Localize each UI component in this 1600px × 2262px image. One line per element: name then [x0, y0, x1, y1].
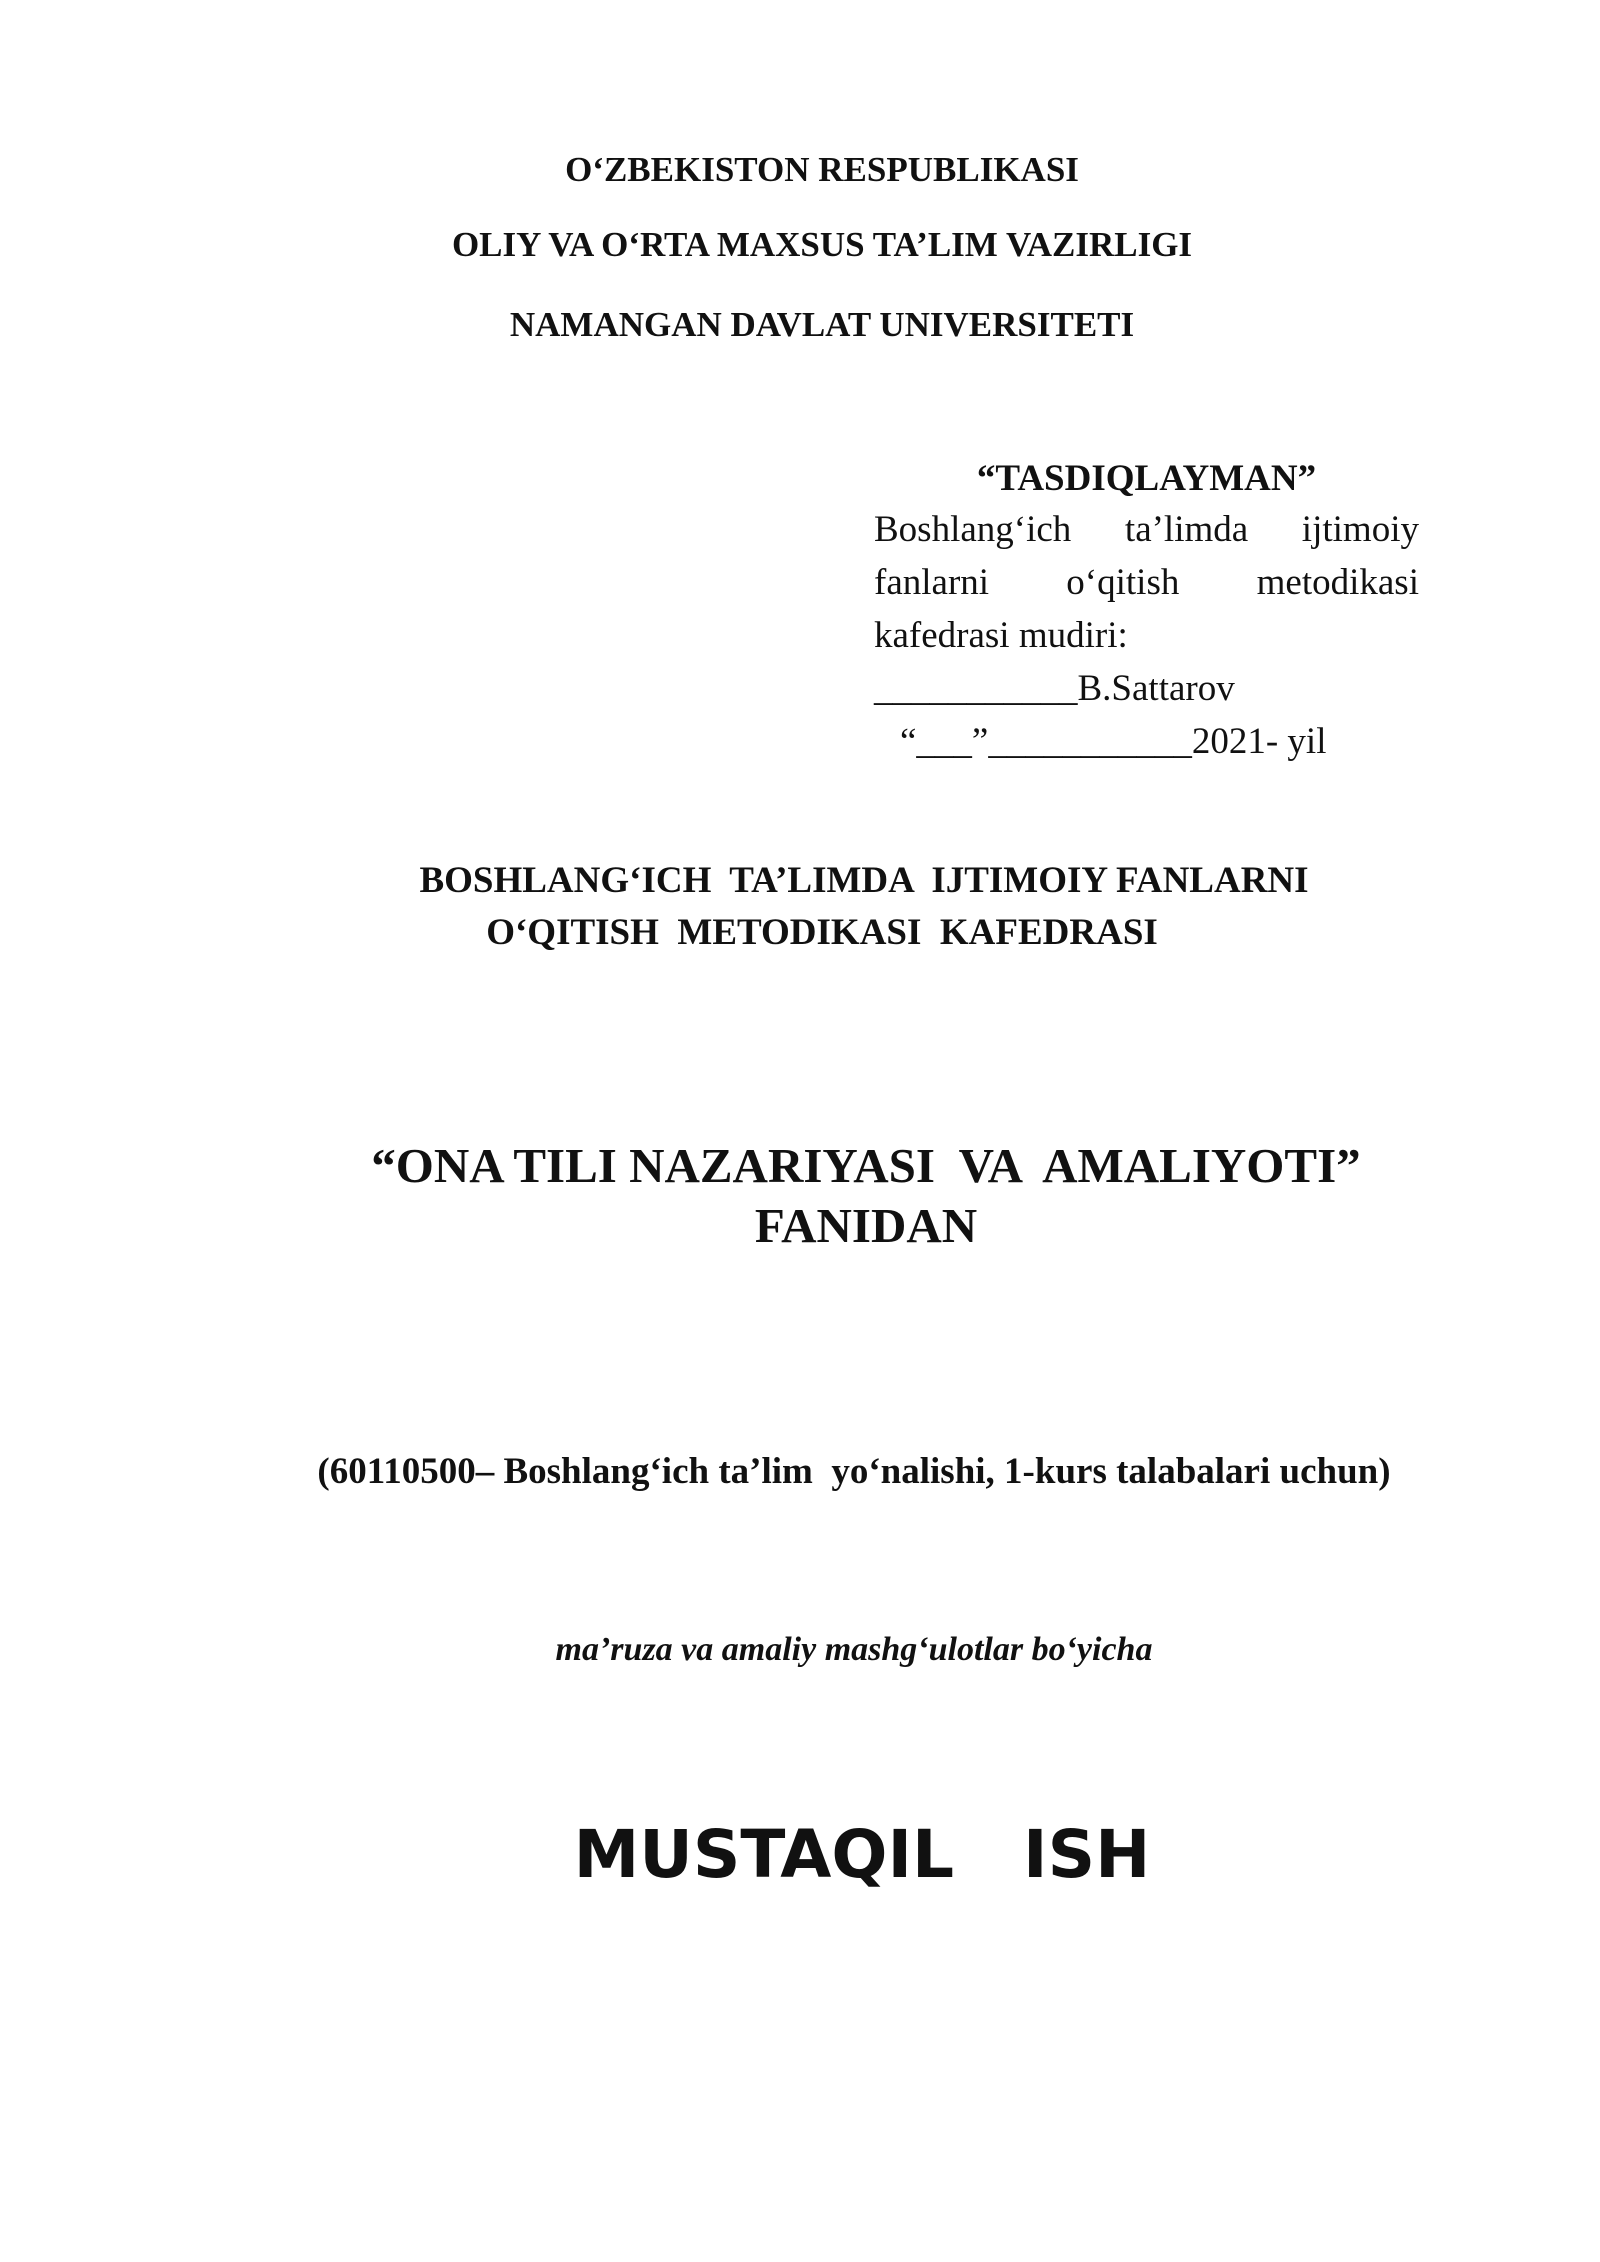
study-mode-line: ma’ruza va amaliy mashg‘ulotlar bo‘yicha: [555, 1631, 1153, 1668]
approval-block: [874, 452, 1419, 768]
department-heading-line-1: BOSHLANG‘ICH TA’LIMDA IJTIMOIY FANLARNI: [419, 860, 1309, 901]
approval-date-line: “___”___________2021- yil: [900, 721, 1327, 762]
approval-position-line-3: kafedrasi mudiri:: [874, 615, 1128, 656]
subject-title-line-1: “ONA TILI NAZARIYASI VA AMALIYOTI”: [371, 1138, 1361, 1193]
department-heading-line-2: O‘QITISH METODIKASI KAFEDRASI: [486, 912, 1158, 953]
approval-position-line-2: fanlarni o‘qitish metodikasi: [874, 562, 1419, 603]
approval-position-line-1: Boshlang‘ich ta’limda ijtimoiy: [874, 509, 1419, 550]
ministry-heading: OLIY VA O‘RTA MAXSUS TA’LIM VAZIRLIGI: [451, 225, 1193, 264]
university-heading: NAMANGAN DAVLAT UNIVERSITETI: [509, 305, 1135, 344]
audience-line: (60110500– Boshlang‘ich ta’lim yo‘nalishi, 1-kurs talabalari uchun): [317, 1451, 1391, 1492]
republic-heading: O‘ZBEKISTON RESPUBLIKASI: [565, 150, 1079, 189]
subject-title-line-2: FANIDAN: [754, 1198, 978, 1253]
approval-signature-line: ___________B.Sattarov: [874, 668, 1235, 709]
work-title: MUSTAQIL ISH: [573, 1816, 1151, 1893]
approval-title: “TASDIQLAYMAN”: [976, 458, 1317, 499]
